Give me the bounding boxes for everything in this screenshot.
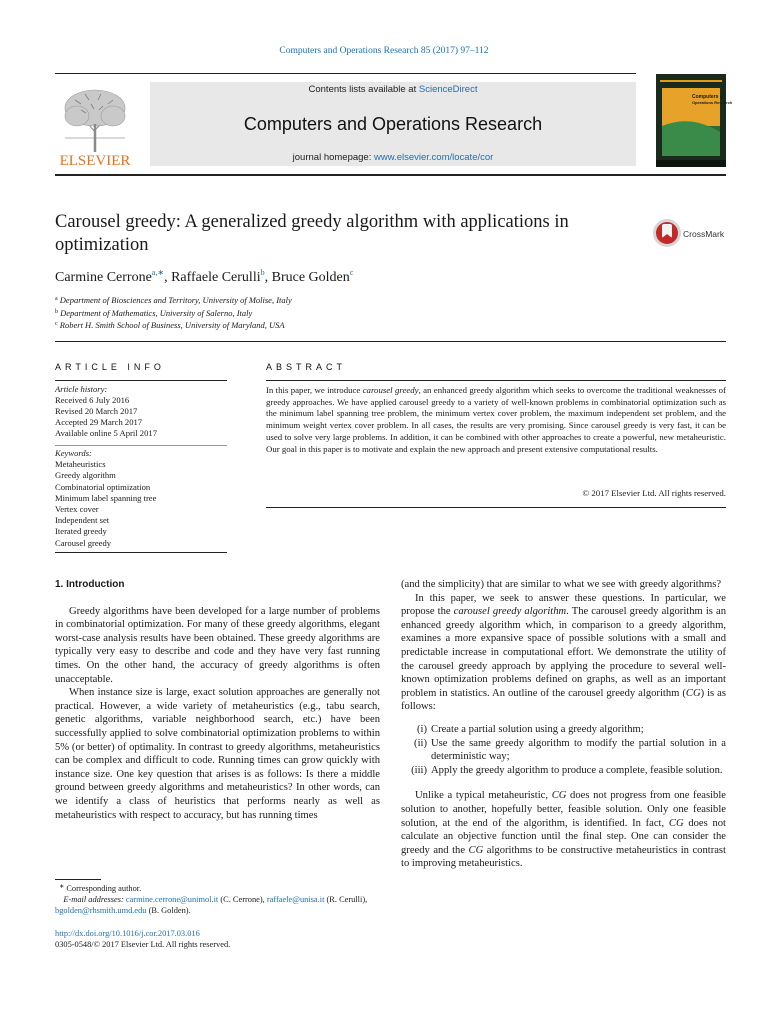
article-info-heading: ARTICLE INFO	[55, 362, 165, 372]
journal-name: Computers and Operations Research	[243, 114, 543, 134]
affiliation-mark: c	[55, 321, 58, 327]
body-right-column	[401, 578, 726, 871]
paragraph-emphasis: CG	[668, 817, 684, 829]
affiliations	[55, 294, 292, 332]
sciencedirect-link[interactable]: ScienceDirect	[418, 84, 478, 95]
abstract-heading: ABSTRACT	[266, 362, 347, 372]
paragraph-text: In this paper, we seek to answer these questions. In particular, we propose the	[401, 592, 726, 618]
journal-cover	[656, 74, 733, 167]
keyword: Iterated greedy	[55, 526, 107, 537]
abstract-text	[266, 385, 726, 455]
list-item	[401, 764, 726, 778]
email-owner: (B. Golden).	[146, 906, 191, 916]
issn-line: 0305-0548/© 2017 Elsevier Ltd. All rights reserved.	[55, 940, 231, 949]
keyword: Vertex cover	[55, 504, 99, 515]
affiliation-mark: a	[55, 296, 58, 302]
affiliation-mark: b	[55, 308, 58, 315]
article-title: Carousel greedy: A generalized greedy algorithm with applications in optimization	[55, 212, 569, 255]
history-label: Article history:	[55, 384, 108, 394]
contents-prefix: Contents lists available at	[308, 84, 419, 95]
keyword: Combinatorial optimization	[55, 481, 151, 492]
keyword: Metaheuristics	[55, 459, 106, 470]
author-separator: ,	[164, 270, 172, 285]
author[interactable]: Raffaele Cerulli	[171, 270, 261, 285]
journal-header-box	[150, 82, 636, 166]
section-rule	[55, 341, 726, 342]
affiliation-text: Robert H. Smith School of Business, University of Maryland, USA	[59, 320, 285, 330]
affiliation	[55, 294, 292, 307]
keywords-label: Keywords:	[55, 448, 92, 458]
article-info-bottom-rule	[55, 552, 227, 553]
crossmark-badge[interactable]	[652, 216, 732, 250]
footnotes	[55, 882, 380, 917]
doi-block	[55, 928, 230, 950]
journal-homepage-link[interactable]: www.elsevier.com/locate/cor	[374, 152, 494, 163]
publisher-logo	[55, 80, 135, 168]
paragraph: When instance size is large, exact solution approaches are generally not practical. However, a wide variety of metaheuristics (e.g., tabu search, genetic algorithms, variable neighborhood search, etc.) have been successfully applied to solve combinatorial optimization problems to within 5% (or better) of optimality. In contrast to greedy algorithms, metaheuristics can be complex and difficult to code. Running times can grow quickly with instance size. One key question that arises is as follows: Is there a middle ground between greedy algorithms and metaheuristics? In other words, can we identify a class of heuristics that performs nearly as well as metaheuristics with respect to accuracy, but has running times	[55, 687, 380, 821]
paragraph-text: does not progress from one feasible solution to another, hopefully better, feasible solution. Only one feasible solution, at the end of the algorithm, is identified. In fact,	[401, 790, 726, 829]
crossmark-label: CrossMark	[683, 229, 725, 239]
paragraph-text: ) is as follows:	[401, 687, 726, 713]
algorithm-steps	[401, 723, 726, 777]
header-bottom-rule	[55, 174, 726, 176]
homepage-prefix: journal homepage:	[292, 152, 374, 163]
keyword: Minimum label spanning tree	[55, 492, 157, 503]
homepage-line	[150, 152, 636, 163]
paragraph-emphasis: CG	[468, 844, 484, 856]
author[interactable]: Bruce Golden	[271, 270, 350, 285]
author-list	[55, 268, 353, 286]
history-entry: Available online 5 April 2017	[55, 428, 157, 438]
keyword: Independent set	[55, 515, 110, 526]
abstract-emphasis: carousel greedy	[362, 385, 419, 395]
paragraph-emphasis: CG	[551, 790, 567, 802]
abstract-text-part: , an enhanced greedy algorithm which seeks to overcome the traditional weaknesses of greedy approaches. We have applied carousel greedy to a variety of well-known problems in combinatorial optimization such as the minimum label spanning tree problem, the minimum vertex cover problem, the maximum independent set problem, and the minimum weight vertex cover problem. In all cases, the results are very promising. Since carousel greedy is very fast, it can be used to solve very large problems. In addition, it can be combined with other approaches to create a powerful, new metaheuristic. Our goal in this paper is to motivate and explain the new approach and present extensive computational results.	[266, 385, 726, 454]
author-separator: ,	[264, 270, 272, 285]
history-entry: Accepted 29 March 2017	[55, 417, 143, 427]
author-affiliation-mark[interactable]: b	[260, 268, 265, 277]
introduction-heading: 1. Introduction	[55, 579, 125, 590]
step-text: Apply the greedy algorithm to produce a complete, feasible solution.	[431, 764, 723, 776]
paragraph	[401, 789, 726, 871]
affiliation-text: Department of Mathematics, University of Salerno, Italy	[60, 307, 253, 318]
footnote-rule	[55, 879, 101, 880]
email-label: E-mail addresses:	[63, 895, 124, 905]
tree-icon	[55, 80, 135, 168]
author[interactable]: Carmine Cerrone	[55, 270, 152, 285]
step-number: (ii)	[414, 737, 427, 749]
contents-line	[150, 84, 636, 95]
email-link[interactable]: raffaele@unisa.it	[266, 895, 325, 905]
affiliation	[55, 307, 292, 320]
email-owner: (C. Cerrone),	[218, 895, 267, 905]
abstract-rule	[266, 380, 726, 381]
keyword: Greedy algorithm	[55, 470, 116, 481]
affiliation	[55, 319, 292, 332]
article-history	[55, 384, 227, 439]
paragraph-emphasis: CG	[685, 687, 701, 699]
history-entry: Received 6 July 2016	[55, 395, 130, 405]
step-number: (iii)	[411, 764, 427, 776]
list-item	[401, 723, 726, 737]
paragraph: Greedy algorithms have been developed for a large number of problems in combinatorial optimization. For many of these greedy algorithms, elegant worst-case analysis results have been obtained. These greedy algorithms are typically very easy to describe and code and they have very fast running times. On the other hand, the accuracy of greedy algorithms is often unacceptable.	[55, 605, 380, 685]
paragraph	[401, 592, 726, 714]
footnote-text: Corresponding author.	[66, 884, 142, 893]
email-link[interactable]: bgolden@rhsmith.umd.edu	[55, 906, 147, 916]
affiliation-text: Department of Biosciences and Territory, University of Molise, Italy	[59, 295, 292, 305]
author-affiliation-mark[interactable]: a,∗	[151, 268, 165, 277]
corresponding-author-note	[55, 882, 380, 894]
cover-title-line1: Computers &	[692, 94, 724, 100]
cover-title-line2: Operations Research	[692, 100, 733, 105]
email-footnote	[55, 894, 380, 916]
article-info-rule	[55, 380, 227, 381]
abstract-bottom-rule	[266, 507, 726, 508]
doi-link[interactable]: http://dx.doi.org/10.1016/j.cor.2017.03.016	[55, 929, 200, 938]
body-left-column	[55, 578, 380, 822]
list-item	[401, 737, 726, 764]
author-affiliation-mark[interactable]: c	[349, 268, 354, 277]
paragraph-text: algorithms to be constructive metaheuristics in contrast to improving metaheuristics.	[401, 844, 726, 870]
journal-citation[interactable]: Computers and Operations Research 85 (2017) 97–112	[279, 46, 489, 56]
step-text: Use the same greedy algorithm to modify the partial solution in a deterministic way;	[431, 737, 726, 763]
footnote-mark: ∗	[59, 884, 65, 890]
header-top-rule	[55, 73, 636, 74]
publisher-wordmark: ELSEVIER	[59, 153, 131, 169]
paragraph-text: does not calculate an objective function until the final step. One can consider the greedy and the	[401, 817, 726, 856]
email-owner: (R. Cerulli),	[324, 895, 368, 905]
email-link[interactable]: carmine.cerrone@unimol.it	[125, 895, 219, 905]
keyword: Carousel greedy	[55, 537, 112, 548]
abstract-text-part: In this paper, we introduce	[266, 385, 363, 395]
step-number: (i)	[417, 723, 427, 735]
paragraph-emphasis: carousel greedy algorithm	[453, 606, 567, 618]
keywords	[55, 448, 227, 549]
history-entry: Revised 20 March 2017	[55, 406, 138, 416]
paragraph-text: Unlike a typical metaheuristic,	[415, 790, 552, 802]
paragraph: (and the simplicity) that are similar to what we see with greedy algorithms?	[401, 579, 722, 590]
abstract-copyright: © 2017 Elsevier Ltd. All rights reserved.	[582, 488, 726, 498]
step-text: Create a partial solution using a greedy algorithm;	[431, 723, 644, 735]
keywords-rule	[55, 445, 227, 446]
paragraph-text: . The carousel greedy algorithm is an enhanced greedy algorithm which, in comparison to a greedy algorithm, examines a more expansive space of possible solutions with a small and predictable increase in computational effort. We demonstrate the utility of the carousel greedy approach by applying the procedure to several well-known optimization problems defined on graphs, as well as an important problem in statistics. An outline of the carousel greedy algorithm (	[401, 606, 727, 699]
